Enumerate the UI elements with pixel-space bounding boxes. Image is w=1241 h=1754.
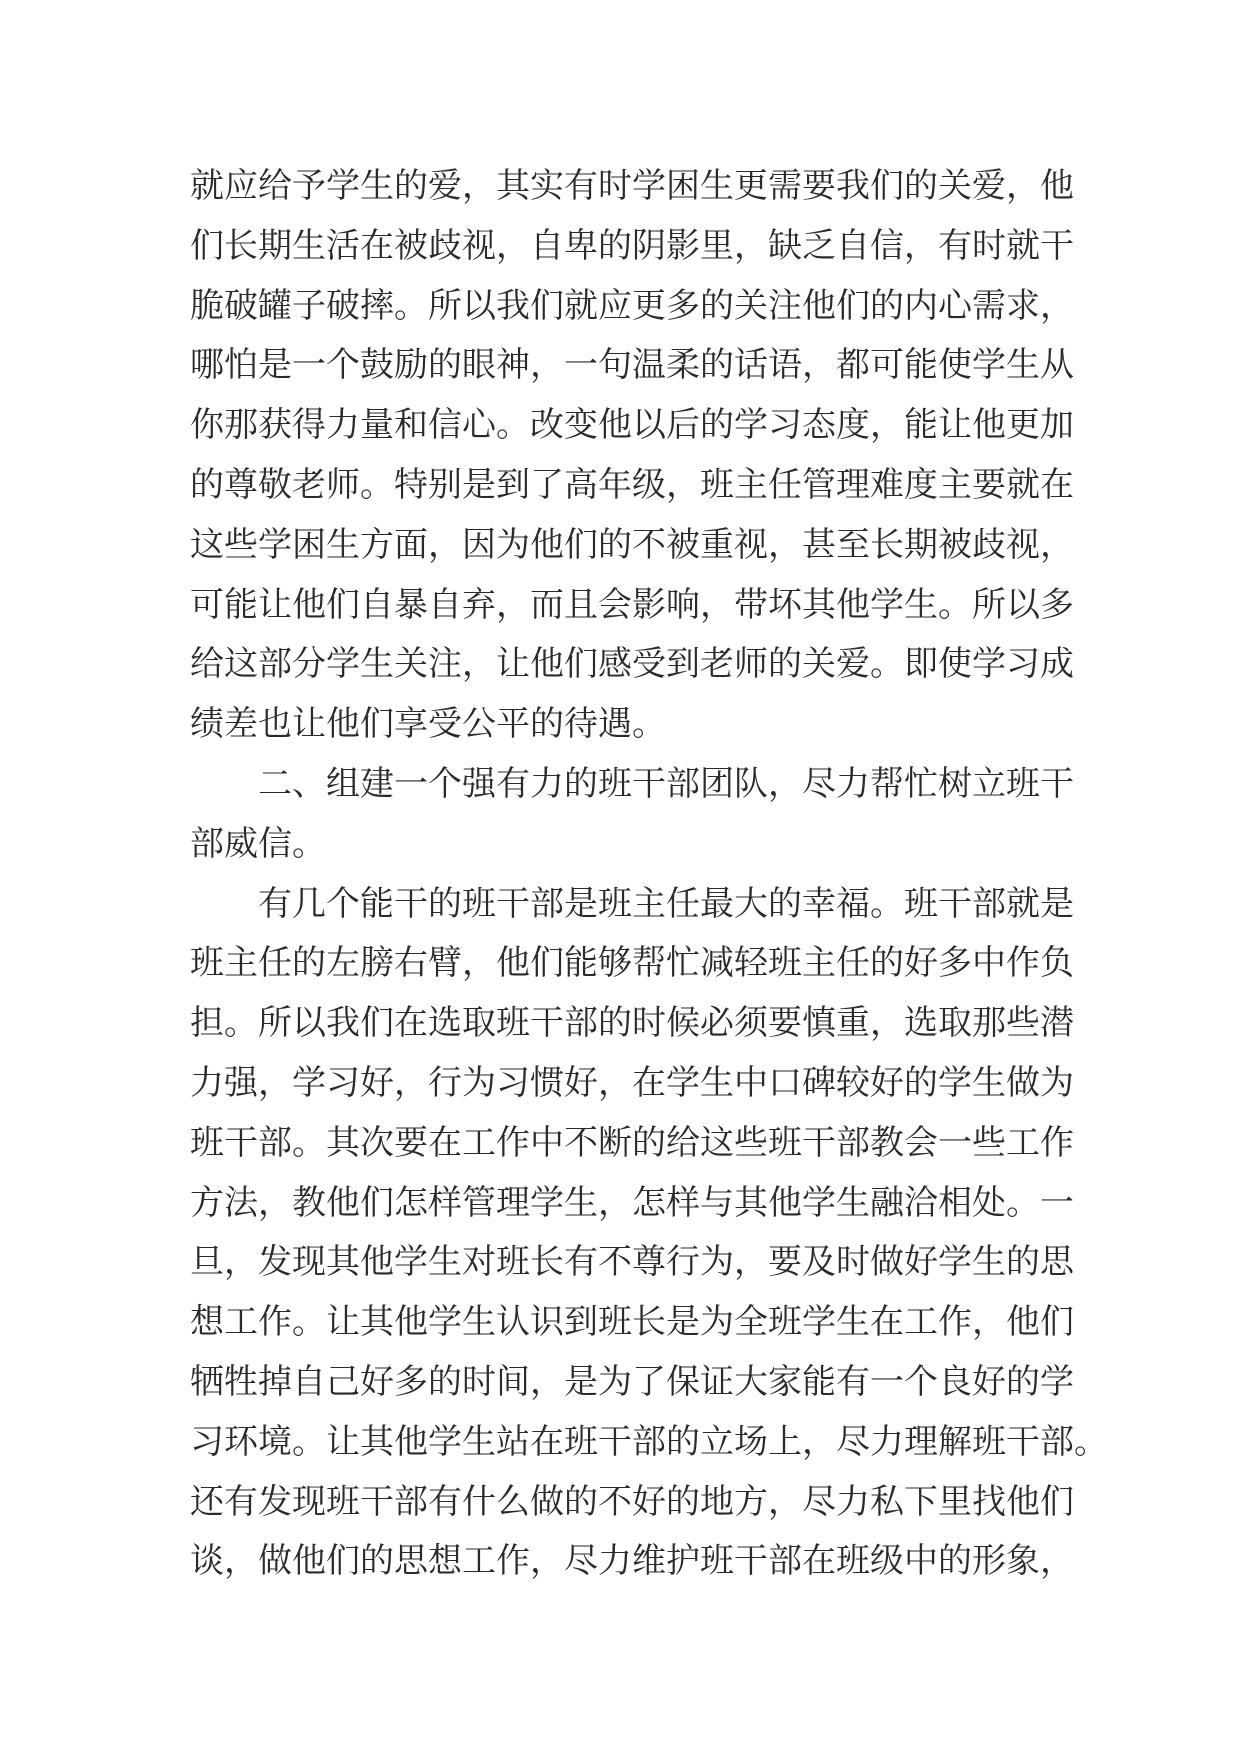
text-line: 们长期生活在被歧视，自卑的阴影里，缺乏自信，有时就干 xyxy=(190,225,1074,266)
text-line: 班主任的左膀右臂，他们能够帮忙减轻班主任的好多中作负 xyxy=(190,943,1074,984)
section-heading-2 xyxy=(190,755,1074,875)
text-line: 旦，发现其他学生对班长有不尊行为，要及时做好学生的思 xyxy=(190,1242,1074,1283)
text-line: 牺牲掉自己好多的时间，是为了保证大家能有一个良好的学 xyxy=(190,1361,1074,1402)
body-text xyxy=(190,157,1108,1592)
text-line: 班干部。其次要在工作中不断的给这些班干部教会一些工作 xyxy=(190,1122,1074,1163)
text-line: 还有发现班干部有什么做的不好的地方，尽力私下里找他们 xyxy=(190,1481,1074,1522)
text-line: 脆破罐子破摔。所以我们就应更多的关注他们的内心需求， xyxy=(190,285,1074,326)
text-line: 的尊敬老师。特别是到了高年级，班主任管理难度主要就在 xyxy=(190,464,1074,505)
text-line: 谈，做他们的思想工作，尽力维护班干部在班级中的形象， xyxy=(190,1541,1074,1582)
text-line: 习环境。让其他学生站在班干部的立场上，尽力理解班干部。 xyxy=(190,1421,1108,1462)
text-line: 有几个能干的班干部是班主任最大的幸福。班干部就是 xyxy=(258,883,1074,924)
text-line: 二、组建一个强有力的班干部团队，尽力帮忙树立班干 xyxy=(258,763,1074,804)
text-line: 哪怕是一个鼓励的眼神，一句温柔的话语，都可能使学生从 xyxy=(190,345,1074,386)
text-line: 你那获得力量和信心。改变他以后的学习态度，能让他更加 xyxy=(190,405,1074,446)
text-line: 可能让他们自暴自弃，而且会影响，带坏其他学生。所以多 xyxy=(190,584,1074,625)
text-line: 部威信。 xyxy=(190,823,326,864)
text-line: 方法，教他们怎样管理学生，怎样与其他学生融洽相处。一 xyxy=(190,1182,1074,1223)
text-line: 绩差也让他们享受公平的待遇。 xyxy=(190,704,666,745)
text-line: 给这部分学生关注，让他们感受到老师的关爱。即使学习成 xyxy=(190,644,1074,685)
paragraph-3 xyxy=(190,875,1108,1593)
text-line: 就应给予学生的爱，其实有时学困生更需要我们的关爱，他 xyxy=(190,166,1074,206)
text-line: 力强，学习好，行为习惯好，在学生中口碑较好的学生做为 xyxy=(190,1062,1074,1103)
text-line: 想工作。让其他学生认识到班长是为全班学生在工作，他们 xyxy=(190,1302,1074,1343)
text-line: 这些学困生方面，因为他们的不被重视，甚至长期被歧视， xyxy=(190,524,1074,565)
paragraph-1 xyxy=(190,157,1074,755)
text-line: 担。所以我们在选取班干部的时候必须要慎重，选取那些潜 xyxy=(190,1003,1074,1044)
